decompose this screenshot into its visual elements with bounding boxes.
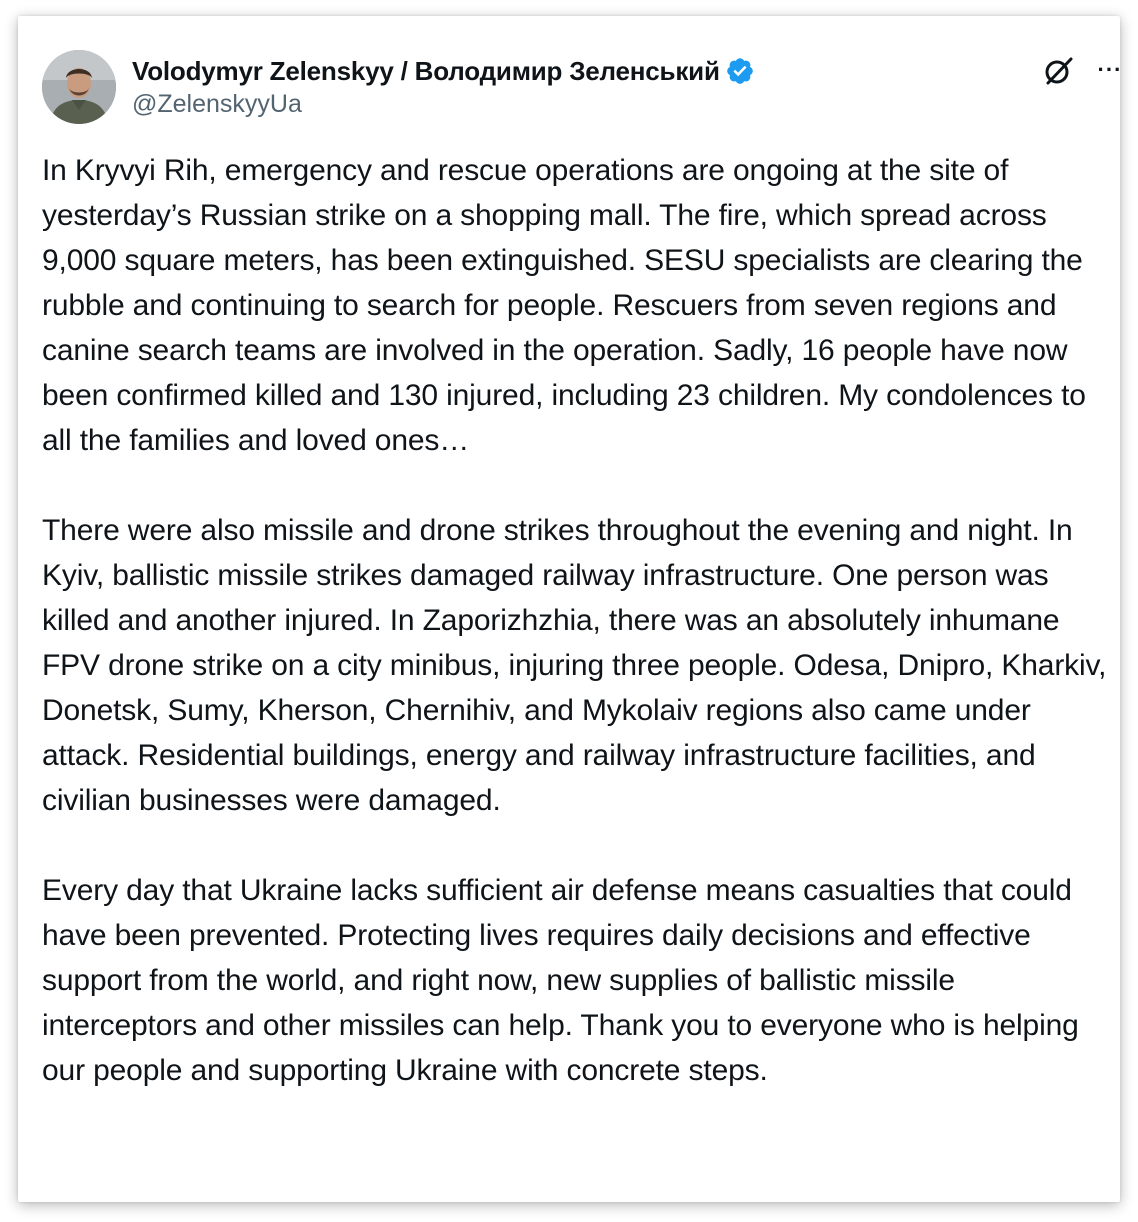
author-handle[interactable]: @ZelenskyyUa xyxy=(132,90,302,118)
display-name-row xyxy=(132,54,755,88)
post-text xyxy=(42,148,1108,1093)
post-paragraph-1: In Kryvyi Rih, emergency and rescue operations are ongoing at the site of yesterday’s Russian strike on a shopping mall. The fire, which spread across 9,000 square meters, has been extinguished. SESU specialists are clearing the rubble and continuing to search for people. Rescuers from seven regions and canine search teams are involved in the operation. Sadly, 16 people have now been confirmed killed and 130 injured, including 23 children. My condolences to all the families and loved ones… xyxy=(42,154,1086,457)
post-header xyxy=(42,50,1123,134)
post-paragraph-3: Every day that Ukraine lacks sufficient air defense means casualties that could have been prevented. Protecting lives requires daily decisions and effective support from the world, and right now, new supplies of ballistic missile interceptors and other missiles can help. Thank you to everyone who is helping our people and supporting Ukraine with concrete steps. xyxy=(42,874,1079,1087)
more-options-icon[interactable]: ··· xyxy=(1097,57,1123,82)
display-name[interactable]: Volodymyr Zelenskyy / Володимир Зеленський xyxy=(132,55,720,86)
avatar-photo xyxy=(42,50,116,124)
post-card[interactable] xyxy=(18,16,1123,1202)
grok-icon[interactable] xyxy=(1042,54,1076,88)
verified-badge-icon xyxy=(725,56,755,86)
post-paragraph-2: There were also missile and drone strikes throughout the evening and night. In Kyiv, ballistic missile strikes damaged railway infrastructure. One person was killed and another injured. In Zaporizhzhia, there was an absolutely inhumane FPV drone strike on a city minibus, injuring three people. Odesa, Dnipro, Kharkiv, Donetsk, Sumy, Kherson, Chernihiv, and Mykolaiv regions also came under attack. Residential buildings, energy and railway infrastructure facilities, and civilian businesses were damaged. xyxy=(42,514,1107,817)
author-names xyxy=(132,54,755,119)
avatar[interactable] xyxy=(42,50,116,124)
